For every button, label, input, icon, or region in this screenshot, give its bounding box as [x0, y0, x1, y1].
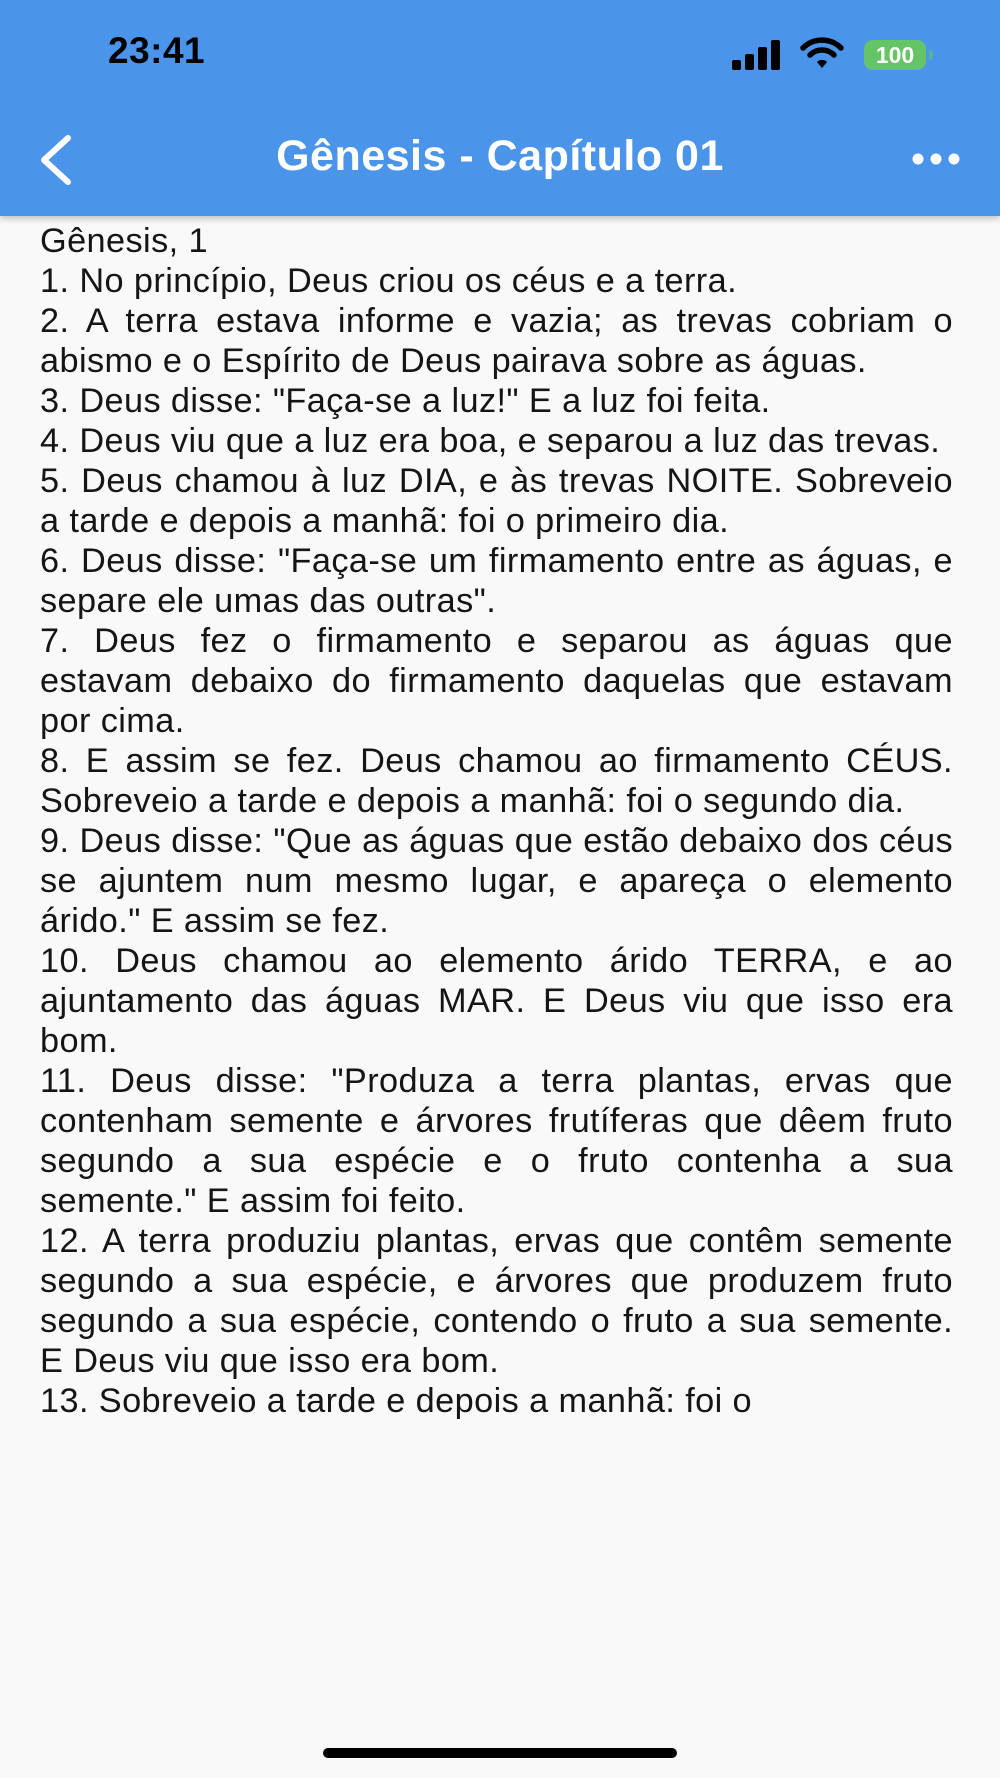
- chevron-left-icon[interactable]: [36, 132, 86, 188]
- page-title: Gênesis - Capítulo 01: [276, 132, 724, 180]
- verse: 12. A terra produziu plantas, ervas que contêm semente segundo a sua espécie, e árvores que produzem fruto segundo a sua espécie, contendo o fruto a sua semente. E Deus viu que isso era bom.: [40, 1222, 953, 1380]
- verse: 7. Deus fez o firmamento e separou as águas que estavam debaixo do firmamento daquelas que estavam por cima.: [40, 622, 953, 740]
- cellular-signal-icon: [732, 40, 782, 70]
- verse: 13. Sobreveio a tarde e depois a manhã: foi o: [40, 1382, 753, 1420]
- verse: 10. Deus chamou ao elemento árido TERRA, e ao ajuntamento das águas MAR. E Deus viu que isso era bom.: [40, 942, 953, 1060]
- battery-indicator: 100: [864, 40, 926, 70]
- verse: 4. Deus viu que a luz era boa, e separou a luz das trevas.: [40, 422, 941, 460]
- verse: 8. E assim se fez. Deus chamou ao firmamento CÉUS. Sobreveio a tarde e depois a manhã: foi o segundo dia.: [40, 742, 953, 820]
- status-time: 23:41: [108, 30, 206, 71]
- chapter-text: [40, 221, 953, 1421]
- verse: 2. A terra estava informe e vazia; as trevas cobriam o abismo e o Espírito de Deus pairava sobre as águas.: [40, 302, 953, 380]
- chapter-heading: Gênesis, 1: [40, 222, 208, 260]
- verse: 5. Deus chamou à luz DIA, e às trevas NOITE. Sobreveio a tarde e depois a manhã: foi o primeiro dia.: [40, 462, 953, 540]
- app-header: [0, 0, 1000, 216]
- verse: 1. No princípio, Deus criou os céus e a terra.: [40, 262, 738, 300]
- verse: 9. Deus disse: "Que as águas que estão debaixo dos céus se ajuntem num mesmo lugar, e apareça o elemento árido." E assim se fez.: [40, 822, 953, 940]
- wifi-icon: [800, 36, 844, 70]
- ellipsis-horizontal-icon[interactable]: [910, 146, 962, 172]
- verse: 6. Deus disse: "Faça-se um firmamento entre as águas, e separe ele umas das outras".: [40, 542, 953, 620]
- home-indicator[interactable]: [323, 1748, 677, 1758]
- verse: 11. Deus disse: "Produza a terra plantas, ervas que contenham semente e árvores frutíferas que dêem fruto segundo a sua espécie e o fruto contenha a sua semente." E assim foi feito.: [40, 1062, 953, 1220]
- verse: 3. Deus disse: "Faça-se a luz!" E a luz foi feita.: [40, 382, 771, 420]
- battery-tip: [929, 50, 933, 60]
